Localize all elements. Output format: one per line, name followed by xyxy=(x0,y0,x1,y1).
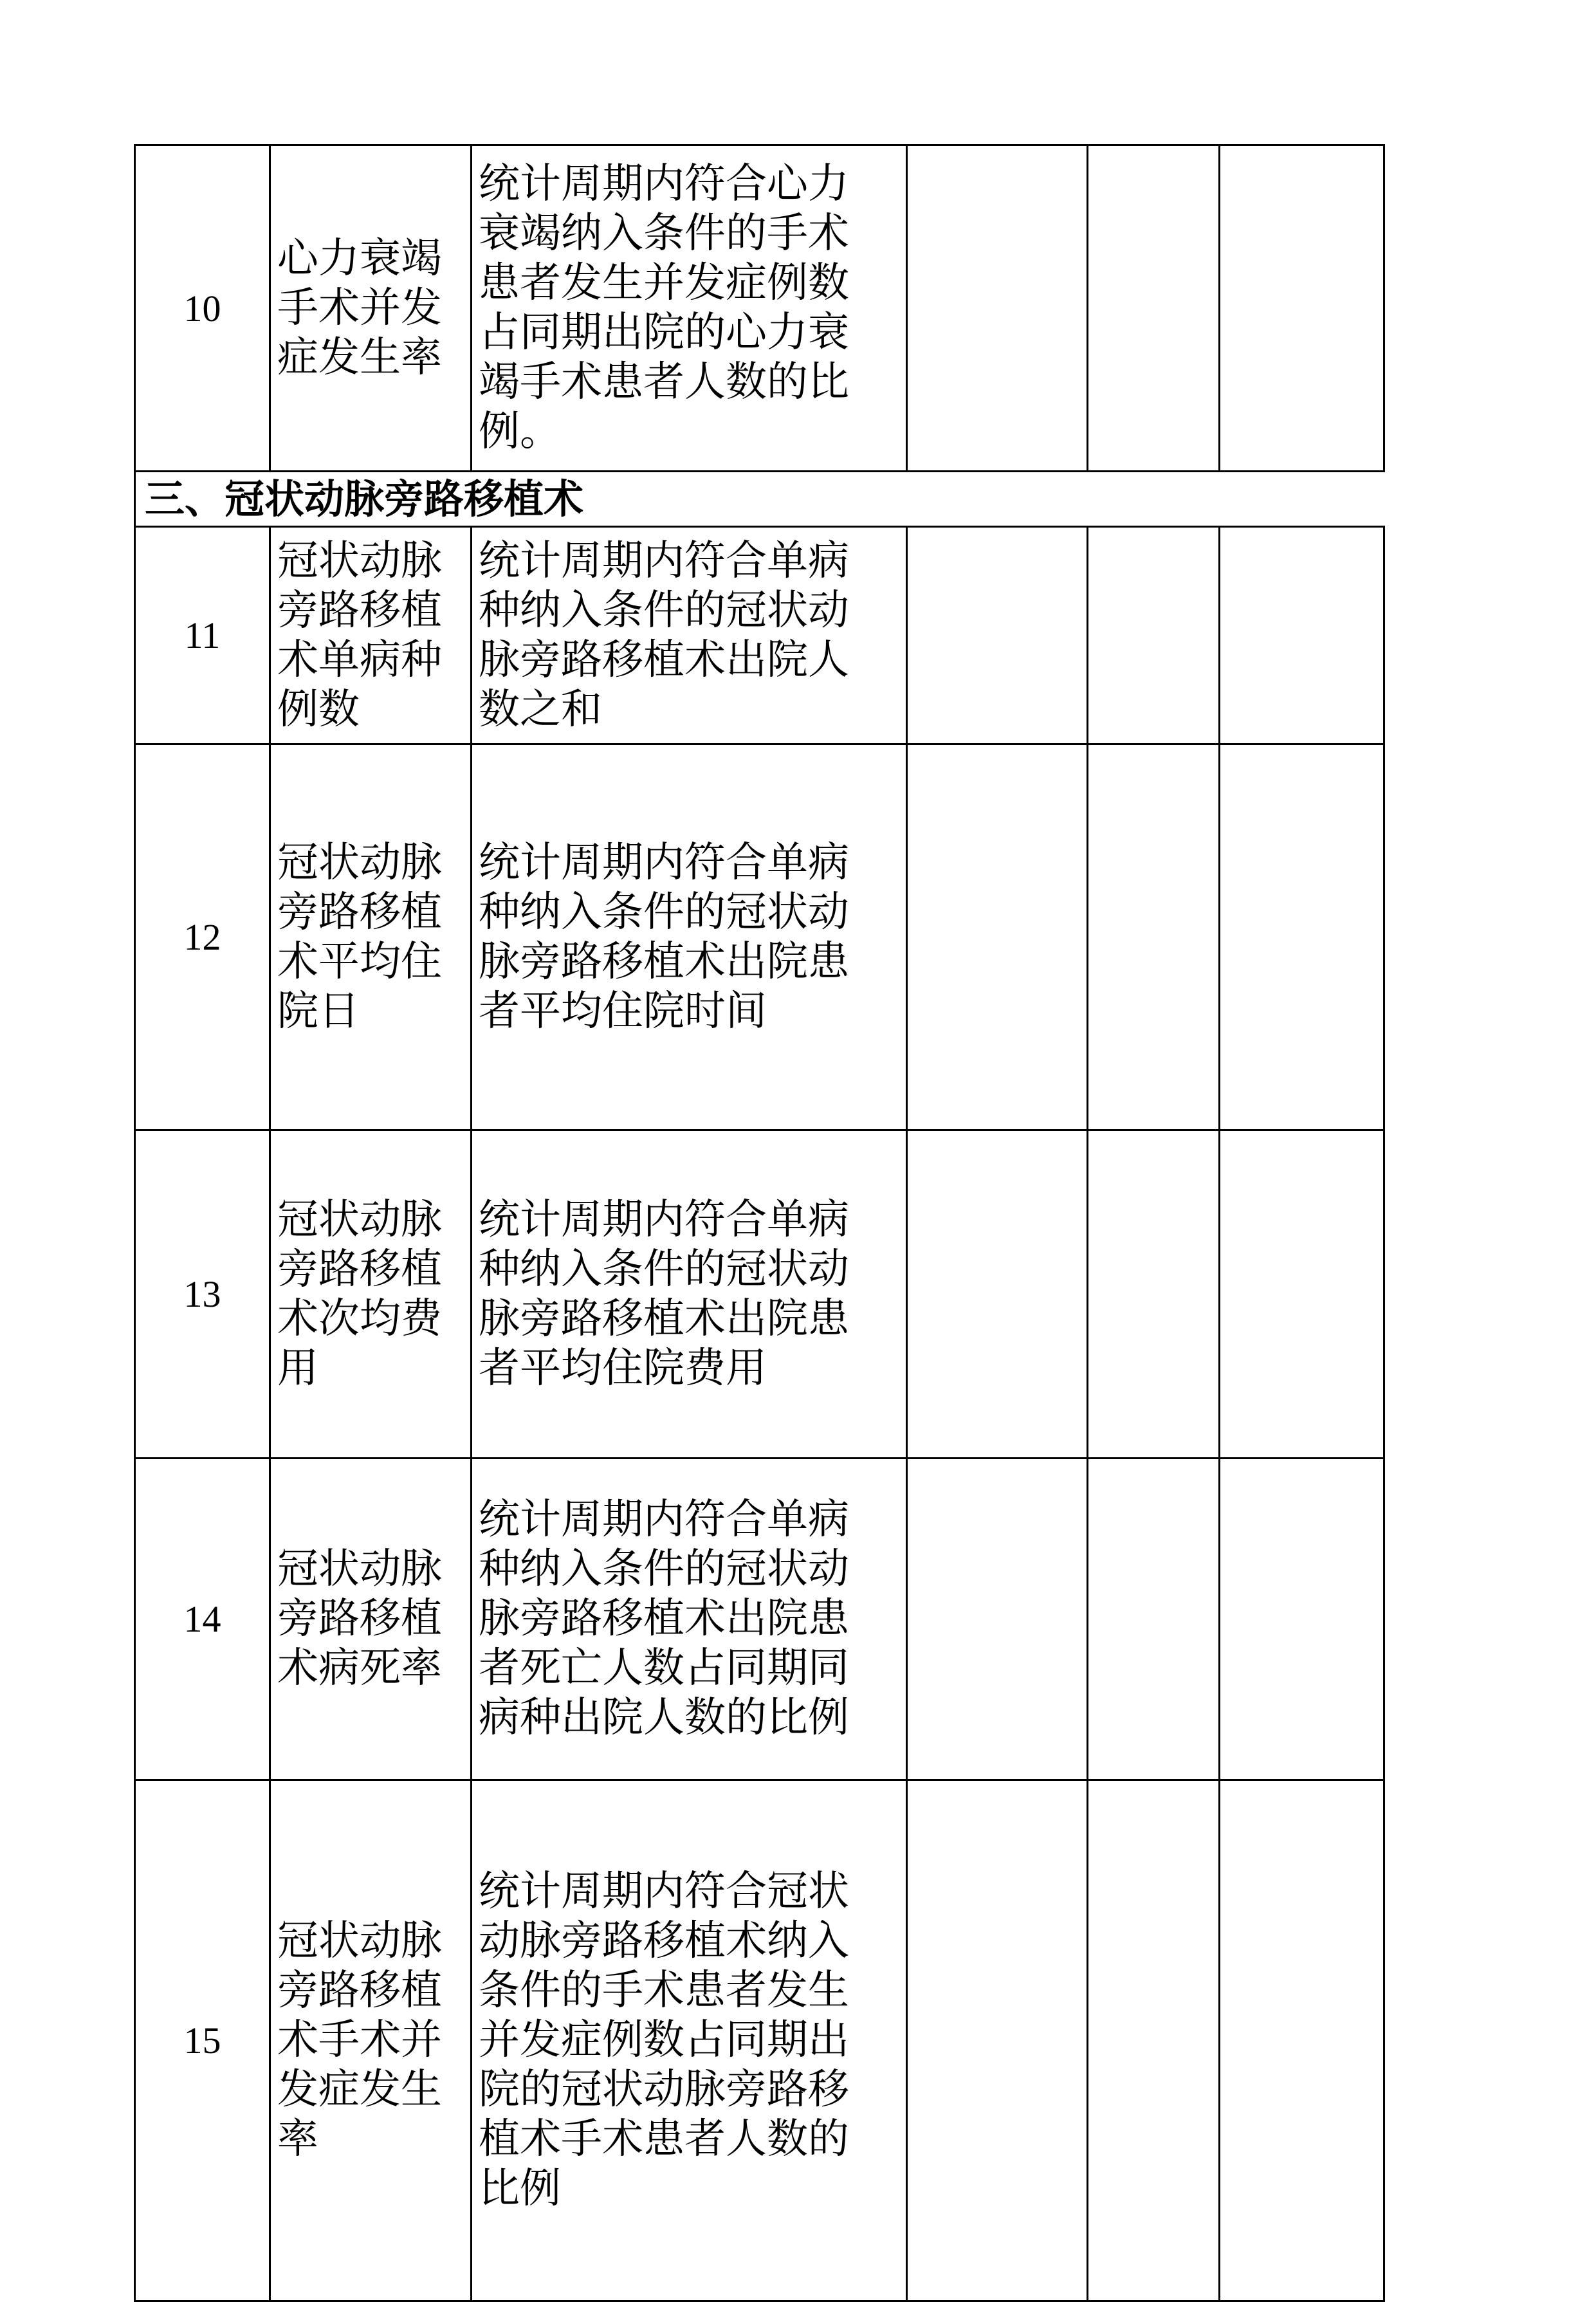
table-row xyxy=(135,744,1384,1130)
empty-cell[interactable] xyxy=(907,1130,1088,1459)
indicator-definition: 统计周期内符合单病种纳入条件的冠状动脉旁路移植术出院人数之和 xyxy=(472,527,907,744)
section-header-row xyxy=(135,472,1384,527)
row-number: 12 xyxy=(135,744,270,1130)
row-number: 15 xyxy=(135,1780,270,2301)
table-row xyxy=(135,1130,1384,1459)
indicator-definition: 统计周期内符合冠状动脉旁路移植术纳入条件的手术患者发生并发症例数占同期出院的冠状动脉旁路移植术手术患者人数的比例 xyxy=(472,1780,907,2301)
empty-cell[interactable] xyxy=(1220,744,1384,1130)
section-title: 三、冠状动脉旁路移植术 xyxy=(135,472,1384,527)
indicator-name: 冠状动脉旁路移植术病死率 xyxy=(270,1459,472,1780)
indicator-definition: 统计周期内符合心力衰竭纳入条件的手术患者发生并发症例数占同期出院的心力衰竭手术患者人数的比例。 xyxy=(472,145,907,472)
empty-cell[interactable] xyxy=(1220,527,1384,744)
empty-cell[interactable] xyxy=(907,744,1088,1130)
row-number: 13 xyxy=(135,1130,270,1459)
table-row xyxy=(135,1459,1384,1780)
empty-cell[interactable] xyxy=(1088,744,1220,1130)
indicator-definition: 统计周期内符合单病种纳入条件的冠状动脉旁路移植术出院患者死亡人数占同期同病种出院人数的比例 xyxy=(472,1459,907,1780)
indicator-name: 冠状动脉旁路移植术次均费用 xyxy=(270,1130,472,1459)
indicator-name: 冠状动脉旁路移植术平均住院日 xyxy=(270,744,472,1130)
empty-cell[interactable] xyxy=(1220,1459,1384,1780)
empty-cell[interactable] xyxy=(907,145,1088,472)
empty-cell[interactable] xyxy=(1220,1130,1384,1459)
empty-cell[interactable] xyxy=(907,1459,1088,1780)
empty-cell[interactable] xyxy=(1088,1459,1220,1780)
indicator-name: 心力衰竭手术并发症发生率 xyxy=(270,145,472,472)
empty-cell[interactable] xyxy=(1088,1130,1220,1459)
row-number: 10 xyxy=(135,145,270,472)
empty-cell[interactable] xyxy=(1088,1780,1220,2301)
indicator-name: 冠状动脉旁路移植术单病种例数 xyxy=(270,527,472,744)
indicator-table-page xyxy=(134,144,1383,2213)
empty-cell[interactable] xyxy=(1220,1780,1384,2301)
empty-cell[interactable] xyxy=(1220,145,1384,472)
table-row xyxy=(135,1780,1384,2301)
table-row xyxy=(135,145,1384,472)
empty-cell[interactable] xyxy=(1088,527,1220,744)
empty-cell[interactable] xyxy=(1088,145,1220,472)
indicator-definition: 统计周期内符合单病种纳入条件的冠状动脉旁路移植术出院患者平均住院费用 xyxy=(472,1130,907,1459)
row-number: 11 xyxy=(135,527,270,744)
indicator-definition: 统计周期内符合单病种纳入条件的冠状动脉旁路移植术出院患者平均住院时间 xyxy=(472,744,907,1130)
row-number: 14 xyxy=(135,1459,270,1780)
empty-cell[interactable] xyxy=(907,1780,1088,2301)
table-row xyxy=(135,527,1384,744)
indicator-name: 冠状动脉旁路移植术手术并发症发生率 xyxy=(270,1780,472,2301)
indicator-table xyxy=(134,144,1385,2302)
empty-cell[interactable] xyxy=(907,527,1088,744)
